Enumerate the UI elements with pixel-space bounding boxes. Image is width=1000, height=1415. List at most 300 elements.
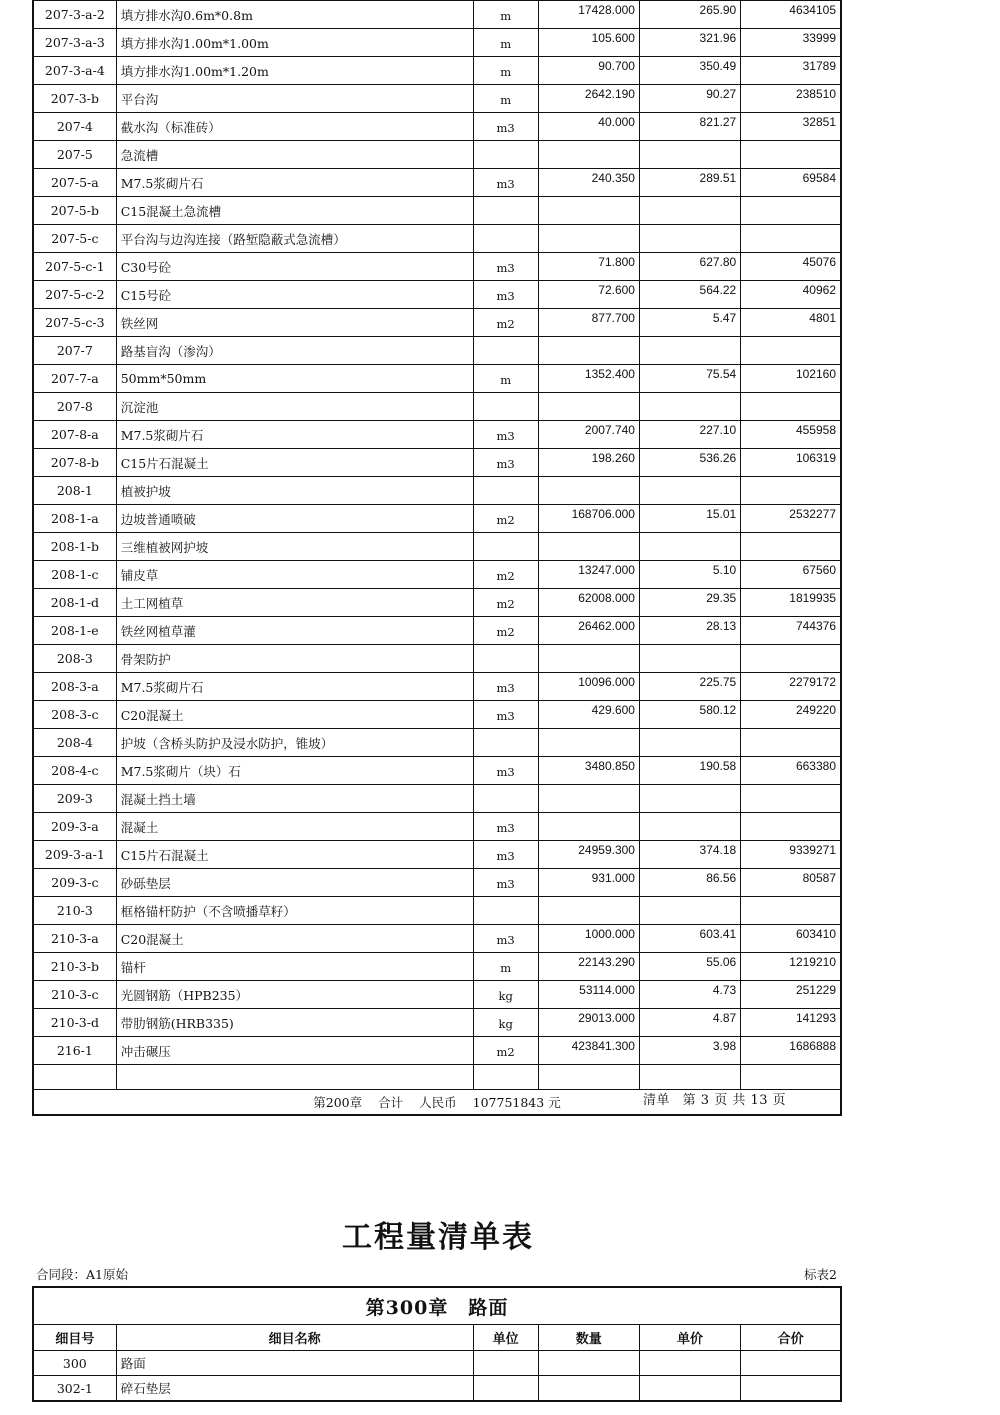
item-name: M7.5浆砌片（块）石 [116,757,473,785]
item-quantity: 198.260 [538,449,639,477]
item-quantity: 877.700 [538,309,639,337]
table-row [33,897,841,925]
item-quantity [538,141,639,169]
item-name: 填方排水沟1.00m*1.20m [116,57,473,85]
header-name: 细目名称 [116,1325,473,1351]
item-name: 50mm*50mm [116,365,473,393]
table-row [33,141,841,169]
item-code: 207-5-c [33,225,116,253]
item-unit-price: 374.18 [639,841,740,869]
item-code: 209-3-a [33,813,116,841]
item-unit [473,785,538,813]
table-cell [473,1351,538,1376]
footer-doc-label: 清单 [643,1093,671,1108]
item-name: C30号砼 [116,253,473,281]
table-row [33,1037,841,1065]
item-code: 208-1-d [33,589,116,617]
item-unit [473,533,538,561]
item-total [741,477,841,505]
table-row [33,57,841,85]
item-code: 208-3 [33,645,116,673]
item-unit [473,225,538,253]
item-unit [473,729,538,757]
item-unit-price: 4.73 [639,981,740,1009]
item-code: 210-3-d [33,1009,116,1037]
item-quantity: 2642.190 [538,85,639,113]
item-name: 锚杆 [116,953,473,981]
item-total: 141293 [741,1009,841,1037]
item-unit [473,337,538,365]
item-code: 207-8-a [33,421,116,449]
item-quantity [538,337,639,365]
item-total: 4634105 [741,0,841,29]
item-name: 框格锚杆防护（不含喷播草籽） [116,897,473,925]
item-unit-price: 321.96 [639,29,740,57]
item-unit-price [639,197,740,225]
item-quantity: 423841.300 [538,1037,639,1065]
item-unit: m [473,365,538,393]
table-row [33,421,841,449]
item-quantity: 105.600 [538,29,639,57]
item-total: 32851 [741,113,841,141]
item-unit-price [639,225,740,253]
item-unit: kg [473,1009,538,1037]
item-unit-price: 350.49 [639,57,740,85]
item-unit: m3 [473,701,538,729]
item-code: 207-3-b [33,85,116,113]
item-unit [473,645,538,673]
item-total: 4801 [741,309,841,337]
item-quantity: 26462.000 [538,617,639,645]
item-quantity: 3480.850 [538,757,639,785]
item-unit: m3 [473,421,538,449]
item-code: 208-1-c [33,561,116,589]
table-row [33,953,841,981]
item-unit-price: 4.87 [639,1009,740,1037]
item-name: 填方排水沟1.00m*1.00m [116,29,473,57]
table-row [33,1009,841,1037]
bill-of-quantities-table [32,0,842,1116]
table-row [33,561,841,589]
item-unit-price [639,785,740,813]
table-row [33,169,841,197]
item-quantity: 1000.000 [538,925,639,953]
item-code: 300 [33,1351,116,1376]
item-total: 603410 [741,925,841,953]
item-total [741,197,841,225]
contract-section-label: 合同段：A1原始 [36,1267,128,1282]
item-total [741,141,841,169]
item-unit: m2 [473,561,538,589]
item-unit-price: 86.56 [639,869,740,897]
item-unit: m [473,953,538,981]
item-unit: m2 [473,1037,538,1065]
item-quantity: 71.800 [538,253,639,281]
item-code: 207-8-b [33,449,116,477]
item-name: C15混凝土急流槽 [116,197,473,225]
table-row [33,197,841,225]
item-quantity [538,813,639,841]
chapter-name: 路面 [468,1296,509,1319]
table-row [33,309,841,337]
item-unit-price [639,337,740,365]
item-code: 207-5-c-2 [33,281,116,309]
item-quantity: 90.700 [538,57,639,85]
item-unit-price: 265.90 [639,0,740,29]
item-quantity [538,225,639,253]
item-unit-price: 55.06 [639,953,740,981]
item-name: 平台沟与边沟连接（路堑隐蔽式急流槽） [116,225,473,253]
table-row [33,869,841,897]
table-row [33,449,841,477]
table-row [33,981,841,1009]
column-header-row [33,1325,841,1351]
table-row [33,925,841,953]
item-quantity: 240.350 [538,169,639,197]
item-name: 混凝土 [116,813,473,841]
item-name: 混凝土挡土墙 [116,785,473,813]
item-total: 67560 [741,561,841,589]
item-unit-price: 225.75 [639,673,740,701]
item-name: 铁丝网植草灌 [116,617,473,645]
item-total: 9339271 [741,841,841,869]
item-total: 102160 [741,365,841,393]
item-unit-price: 536.26 [639,449,740,477]
item-code: 208-4-c [33,757,116,785]
item-code: 208-3-a [33,673,116,701]
item-unit: m [473,57,538,85]
item-quantity: 29013.000 [538,1009,639,1037]
item-name: 碎石垫层 [116,1376,473,1402]
table-cell [473,1376,538,1402]
total-currency: 人民币 [419,1095,457,1110]
item-quantity [538,393,639,421]
item-total: 251229 [741,981,841,1009]
item-unit [473,197,538,225]
item-code: 209-3-a-1 [33,841,116,869]
item-total: 45076 [741,253,841,281]
table-row [33,701,841,729]
item-unit: m [473,29,538,57]
item-total: 455958 [741,421,841,449]
item-unit-price: 603.41 [639,925,740,953]
item-quantity: 10096.000 [538,673,639,701]
item-total [741,813,841,841]
item-unit-price: 15.01 [639,505,740,533]
table-row [33,0,841,29]
item-total: 249220 [741,701,841,729]
item-code: 208-4 [33,729,116,757]
item-unit-price [639,813,740,841]
table-row [33,1376,841,1402]
sheet-label: 标表2 [804,1267,837,1282]
item-unit-price: 190.58 [639,757,740,785]
item-name: 填方排水沟0.6m*0.8m [116,0,473,29]
item-total [741,645,841,673]
header-code: 细目号 [33,1325,116,1351]
item-unit-price: 821.27 [639,113,740,141]
item-code: 207-4 [33,113,116,141]
table-row [33,617,841,645]
item-unit: m3 [473,925,538,953]
table-cell [639,1065,740,1090]
item-quantity [538,897,639,925]
item-total: 31789 [741,57,841,85]
item-unit: m3 [473,673,538,701]
chapter-number: 第300章 [365,1296,449,1319]
item-quantity: 1352.400 [538,365,639,393]
table-cell [741,1065,841,1090]
item-code: 207-5-a [33,169,116,197]
item-unit: m3 [473,757,538,785]
item-unit-price: 5.10 [639,561,740,589]
item-quantity [538,533,639,561]
table-cell [639,1376,740,1402]
item-name: C15片石混凝土 [116,449,473,477]
item-name: 骨架防护 [116,645,473,673]
item-name: 三维植被网护坡 [116,533,473,561]
table-row [33,85,841,113]
item-name: M7.5浆砌片石 [116,169,473,197]
item-name: 路面 [116,1351,473,1376]
item-name: 路基盲沟（渗沟） [116,337,473,365]
header-price: 单价 [639,1325,740,1351]
item-unit-price [639,141,740,169]
item-name: 带肋钢筋(HRB335) [116,1009,473,1037]
document-title: 工程量清单表 [342,1220,534,1255]
item-name: 铁丝网 [116,309,473,337]
table-cell [116,1065,473,1090]
total-amount: 107751843 [472,1095,545,1110]
item-quantity: 62008.000 [538,589,639,617]
item-unit-price [639,477,740,505]
item-unit: m3 [473,449,538,477]
table-row [33,225,841,253]
item-total: 1219210 [741,953,841,981]
item-code: 207-5-c-1 [33,253,116,281]
item-total: 744376 [741,617,841,645]
item-unit: m3 [473,813,538,841]
item-total [741,785,841,813]
header-qty: 数量 [538,1325,639,1351]
item-name: 光圆钢筋（HPB235） [116,981,473,1009]
item-code: 208-1-b [33,533,116,561]
item-unit-price: 29.35 [639,589,740,617]
item-total [741,729,841,757]
table-cell [538,1065,639,1090]
table-cell [473,1065,538,1090]
table-cell [741,1351,841,1376]
item-quantity: 53114.000 [538,981,639,1009]
item-quantity: 72.600 [538,281,639,309]
item-code: 210-3 [33,897,116,925]
table-row [33,29,841,57]
table-cell [639,1351,740,1376]
item-total [741,337,841,365]
item-quantity [538,645,639,673]
item-name: C15号砼 [116,281,473,309]
item-total: 663380 [741,757,841,785]
table-row [33,477,841,505]
item-unit: m2 [473,617,538,645]
item-code: 208-3-c [33,701,116,729]
item-unit [473,477,538,505]
item-quantity: 13247.000 [538,561,639,589]
item-unit-price: 3.98 [639,1037,740,1065]
item-total: 69584 [741,169,841,197]
item-name: 平台沟 [116,85,473,113]
item-total: 80587 [741,869,841,897]
table-body [33,0,841,1065]
table-row [33,505,841,533]
item-code: 209-3 [33,785,116,813]
item-code: 208-1-a [33,505,116,533]
item-unit-price: 28.13 [639,617,740,645]
blank-row [33,1065,841,1090]
item-unit-price [639,533,740,561]
table-row [33,645,841,673]
item-quantity: 17428.000 [538,0,639,29]
item-unit: m3 [473,113,538,141]
item-unit-price: 289.51 [639,169,740,197]
item-code: 207-5-b [33,197,116,225]
item-name: 边坡普通喷破 [116,505,473,533]
total-unit: 元 [548,1095,561,1110]
item-code: 208-1-e [33,617,116,645]
table-row [33,1351,841,1376]
item-unit-price: 227.10 [639,421,740,449]
table-row [33,785,841,813]
item-name: 急流槽 [116,141,473,169]
item-code: 207-3-a-3 [33,29,116,57]
item-name: 土工网植草 [116,589,473,617]
item-name: 植被护坡 [116,477,473,505]
item-code: 207-7-a [33,365,116,393]
item-unit: m2 [473,309,538,337]
item-code: 207-5 [33,141,116,169]
item-unit-price: 75.54 [639,365,740,393]
item-total: 238510 [741,85,841,113]
item-code: 302-1 [33,1376,116,1402]
item-unit: m3 [473,253,538,281]
table-row [33,253,841,281]
item-total: 1686888 [741,1037,841,1065]
table-cell [33,1065,116,1090]
item-code: 209-3-c [33,869,116,897]
item-unit-price: 564.22 [639,281,740,309]
item-name: M7.5浆砌片石 [116,673,473,701]
total-label: 合计 [378,1095,404,1110]
item-code: 216-1 [33,1037,116,1065]
table-row [33,729,841,757]
table-row [33,589,841,617]
item-code: 210-3-a [33,925,116,953]
table-row [33,281,841,309]
table-cell [538,1351,639,1376]
table-row [33,337,841,365]
item-unit: m3 [473,169,538,197]
item-unit-price: 627.80 [639,253,740,281]
item-name: 沉淀池 [116,393,473,421]
page-footer [643,1089,794,1108]
item-name: 冲击碾压 [116,1037,473,1065]
table-row [33,533,841,561]
item-unit: m [473,0,538,29]
table-row [33,757,841,785]
item-quantity [538,477,639,505]
table-row [33,673,841,701]
item-quantity: 22143.290 [538,953,639,981]
item-unit-price [639,897,740,925]
chapter-heading [33,1287,841,1325]
item-unit-price [639,393,740,421]
footer-page-number: 第 3 页 共 13 页 [682,1093,787,1108]
item-name: M7.5浆砌片石 [116,421,473,449]
item-unit: m3 [473,281,538,309]
item-name: 护坡（含桥头防护及浸水防护，锥坡） [116,729,473,757]
table-row [33,813,841,841]
item-unit [473,141,538,169]
table-row [33,841,841,869]
item-quantity: 24959.300 [538,841,639,869]
table-row [33,113,841,141]
item-quantity: 429.600 [538,701,639,729]
item-unit-price [639,729,740,757]
item-quantity [538,729,639,757]
item-unit-price [639,645,740,673]
item-unit-price: 90.27 [639,85,740,113]
item-quantity [538,197,639,225]
item-unit: m2 [473,505,538,533]
item-unit [473,393,538,421]
item-code: 207-5-c-3 [33,309,116,337]
item-unit-price: 580.12 [639,701,740,729]
item-total [741,225,841,253]
item-name: C20混凝土 [116,701,473,729]
item-name: 铺皮草 [116,561,473,589]
item-code: 210-3-c [33,981,116,1009]
item-name: 砂砾垫层 [116,869,473,897]
item-unit: m [473,85,538,113]
item-total: 33999 [741,29,841,57]
item-unit [473,897,538,925]
item-unit: m2 [473,589,538,617]
item-unit: m3 [473,841,538,869]
item-total [741,533,841,561]
item-code: 207-8 [33,393,116,421]
bill-of-quantities-table-next [32,1286,842,1402]
item-unit: kg [473,981,538,1009]
table-cell [741,1376,841,1402]
item-name: C20混凝土 [116,925,473,953]
table-row [33,393,841,421]
item-total: 2532277 [741,505,841,533]
item-unit-price: 5.47 [639,309,740,337]
item-code: 208-1 [33,477,116,505]
item-quantity: 40.000 [538,113,639,141]
item-name: C15片石混凝土 [116,841,473,869]
item-unit: m3 [473,869,538,897]
total-chapter: 第200章 [313,1095,363,1110]
table-cell [538,1376,639,1402]
item-quantity: 168706.000 [538,505,639,533]
item-code: 207-7 [33,337,116,365]
item-quantity: 931.000 [538,869,639,897]
item-code: 207-3-a-4 [33,57,116,85]
item-quantity [538,785,639,813]
item-total: 106319 [741,449,841,477]
item-quantity: 2007.740 [538,421,639,449]
